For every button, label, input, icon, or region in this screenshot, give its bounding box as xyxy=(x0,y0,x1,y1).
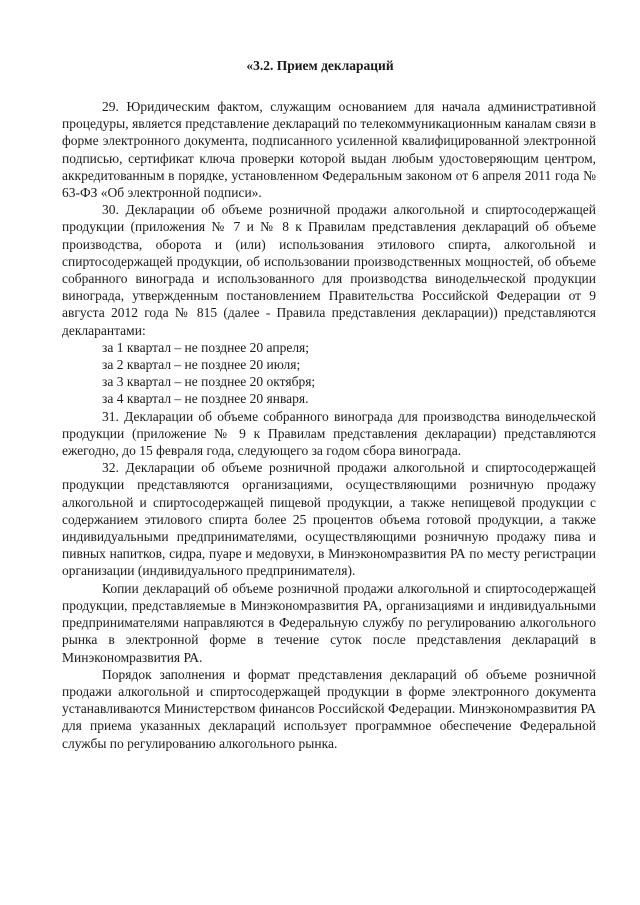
paragraph-30: 30. Декларации об объеме розничной продажи алкогольной и спиртосодержащей продукции (приложения № 7 и № 8 к Правилам представления деклараций об объеме производства, оборота и (или) использования этилового спирта, алкогольной и спиртосодержащей продукции, об использовании производственных мощностей, об объеме собранного винограда и использованного для производства винодельческой продукции винограда, утвержденным постановлением Правительства Российской Федерации от 9 августа 2012 года № 815 (далее - Правила представления декларации)) представляются декларантами: xyxy=(62,202,596,338)
quarter-deadline-2: за 2 квартал – не позднее 20 июля; xyxy=(102,357,301,373)
paragraph-copies: Копии деклараций об объеме розничной продажи алкогольной и спиртосодержащей продукции, представляемые в Минэкономразвития РА, организациями и индивидуальными предпринимателями направляются в Федеральную службу по регулированию алкогольного рынка в электронной форме в течение суток после представления деклараций в Минэкономразвития РА. xyxy=(62,580,596,665)
section-heading: «3.2. Прием деклараций xyxy=(246,58,394,73)
paragraph-29: 29. Юридическим фактом, служащим основанием для начала административной процедуры, является представление деклараций по телекоммуникационным каналам связи в форме электронного документа, подписанного усиленной квалифицированной электронной подписью, сертификат ключа проверки которой выдан любым удостоверяющим центром, аккредитованным в порядке, установленном Федеральным законом от 6 апреля 2011 года № 63-ФЗ «Об электронной подписи». xyxy=(62,99,596,201)
quarter-deadline-3: за 3 квартал – не позднее 20 октября; xyxy=(102,374,316,390)
paragraph-format: Порядок заполнения и формат представления деклараций об объеме розничной продажи алкогольной и спиртосодержащей продукции в форме электронного документа устанавливаются Министерством финансов Российской Федерации. Минэкономразвития РА для приема указанных деклараций использует программное обеспечение Федеральной службы по регулированию алкогольного рынка. xyxy=(62,666,596,751)
paragraph-32: 32. Декларации об объеме розничной продажи алкогольной и спиртосодержащей продукции представляются организациями, осуществляющими розничную продажу алкогольной и спиртосодержащей пищевой продукции, а также непищевой продукции с содержанием этилового спирта более 25 процентов объема готовой продукции, а также индивидуальными предпринимателями, осуществляющими розничную продажу пива и пивных напитков, сидра, пуаре и медовухи, в Минэкономразвития РА по месту регистрации организации (индивидуального предпринимателя). xyxy=(62,460,596,579)
quarter-deadline-1: за 1 квартал – не позднее 20 апреля; xyxy=(102,339,310,355)
paragraph-31: 31. Декларации об объеме собранного винограда для производства винодельческой продукции (приложение № 9 к Правилам представления декларации) представляются ежегодно, до 15 февраля года, следующего за годом сбора винограда. xyxy=(62,408,596,459)
document-body xyxy=(62,98,596,752)
quarter-deadline-4: за 4 квартал – не позднее 20 января. xyxy=(102,391,309,407)
